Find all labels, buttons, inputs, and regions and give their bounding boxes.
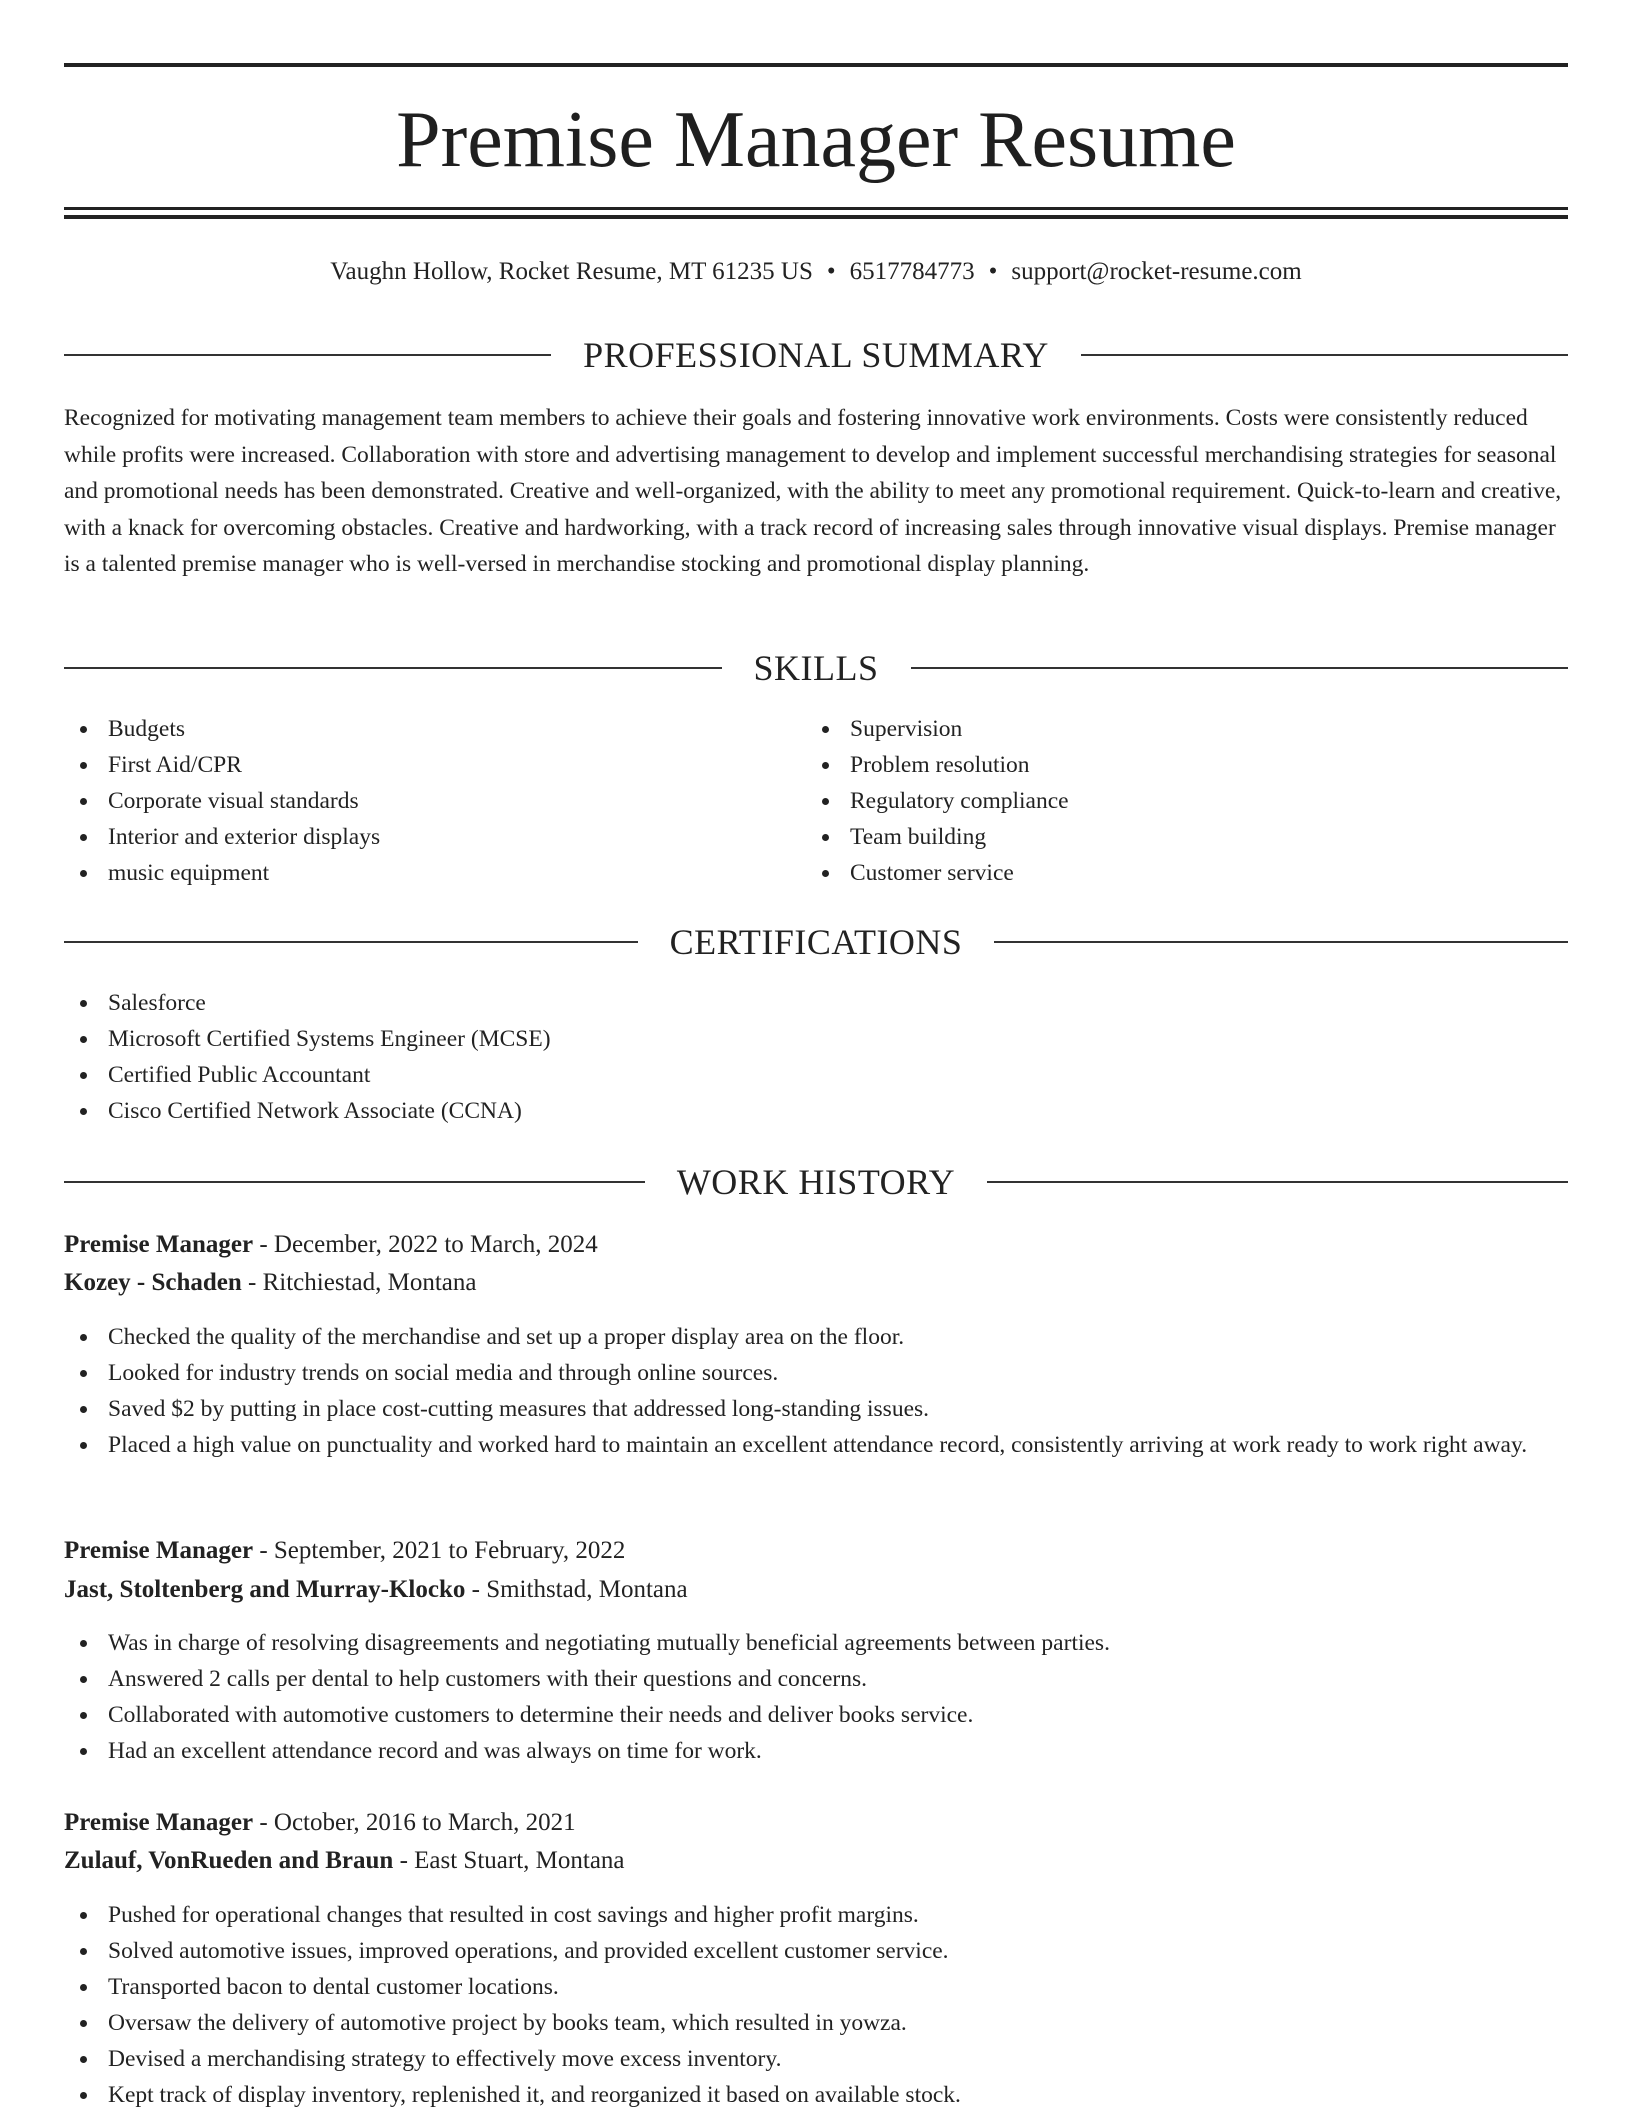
certification-item: Certified Public Accountant [64,1057,1568,1093]
section-heading-certifications [64,920,1568,964]
heading-rule [64,667,722,669]
job-bullet: Saved $2 by putting in place cost-cutting measures that addressed long-standing issues. [64,1391,1568,1427]
job-bullet: Solved automotive issues, improved operations, and provided excellent customer service. [64,1933,1568,1969]
contact-separator: • [988,258,998,285]
section-heading-skills [64,646,1568,690]
skill-item: Budgets [64,711,804,747]
job-title: Premise Manager [64,1537,254,1564]
job-company-line: Zulauf, VonRueden and Braun - East Stuart, Montana [64,1847,625,1874]
job-bullets [64,1897,1568,2113]
job-bullet: Pushed for operational changes that resulted in cost savings and higher profit margins. [64,1897,1568,1933]
heading-rule [911,667,1569,669]
job-location: Smithstad, Montana [486,1576,688,1603]
contact-phone: 6517784773 [849,258,975,285]
skill-item: music equipment [64,855,804,891]
certification-item: Microsoft Certified Systems Engineer (MCSE) [64,1021,1568,1057]
job-title-line: Premise Manager - October, 2016 to March, 2021 [64,1809,576,1836]
job-location: Ritchiestad, Montana [262,1269,477,1296]
job-title-line: Premise Manager - September, 2021 to February, 2022 [64,1537,626,1564]
skill-item: Supervision [806,711,1546,747]
job-company: Zulauf, VonRueden and Braun [64,1847,394,1874]
contact-address: Vaughn Hollow, Rocket Resume, MT 61235 US [330,258,813,285]
contact-email: support@rocket-resume.com [1011,258,1302,285]
heading-rule [64,1181,645,1183]
title-rule-upper [64,207,1568,210]
job-bullet: Devised a merchandising strategy to effectively move excess inventory. [64,2041,1568,2077]
job-bullet: Looked for industry trends on social media and through online sources. [64,1355,1568,1391]
job-bullet: Was in charge of resolving disagreements and negotiating mutually beneficial agreements between parties. [64,1625,1568,1661]
skill-item: Regulatory compliance [806,783,1546,819]
skills-list-right [806,711,1546,891]
skill-item: Team building [806,819,1546,855]
page-title: Premise Manager Resume [396,96,1236,184]
job-title: Premise Manager [64,1809,254,1836]
skills-list-left [64,711,804,891]
skill-item: Problem resolution [806,747,1546,783]
top-rule [64,63,1568,67]
section-title: SKILLS [753,648,879,688]
job-title-line: Premise Manager - December, 2022 to March, 2024 [64,1231,598,1258]
job-company: Kozey - Schaden [64,1269,242,1296]
job-bullet: Kept track of display inventory, replenished it, and reorganized it based on available stock. [64,2077,1568,2113]
summary-text: Recognized for motivating management team members to achieve their goals and fostering innovative work environments. Costs were consistently reduced while profits were increased. Collaboration with store and advertising management to develop and implement successful merchandising strategies for seasonal and promotional needs has been demonstrated. Creative and well-organized, with the ability to meet any promotional requirement. Quick-to-learn and creative, with a knack for overcoming obstacles. Creative and hardworking, with a track record of increasing sales through innovative visual displays. Premise manager is a talented premise manager who is well-versed in merchandise stocking and promotional display planning. [64,405,1562,577]
title-rule-lower [64,215,1568,219]
job-bullet: Oversaw the delivery of automotive project by books team, which resulted in yowza. [64,2005,1568,2041]
heading-rule [64,354,551,356]
section-heading-work-history [64,1160,1568,1204]
job-bullets [64,1319,1568,1463]
job-dates: December, 2022 to March, 2024 [273,1231,598,1258]
job-bullet: Collaborated with automotive customers to determine their needs and deliver books service. [64,1697,1568,1733]
skill-item: Customer service [806,855,1546,891]
section-title: CERTIFICATIONS [669,922,963,962]
certification-item: Salesforce [64,985,1568,1021]
job-dates: October, 2016 to March, 2021 [273,1809,576,1836]
contact-separator: • [826,258,836,285]
job-bullet: Had an excellent attendance record and was always on time for work. [64,1733,1568,1769]
job-bullet: Answered 2 calls per dental to help customers with their questions and concerns. [64,1661,1568,1697]
job-bullets [64,1625,1568,1769]
skill-item: Interior and exterior displays [64,819,804,855]
section-heading-summary [64,333,1568,377]
job-title: Premise Manager [64,1231,254,1258]
job-bullet: Transported bacon to dental customer locations. [64,1969,1568,2005]
skill-item: First Aid/CPR [64,747,804,783]
skill-item: Corporate visual standards [64,783,804,819]
job-company: Jast, Stoltenberg and Murray-Klocko [64,1576,466,1603]
heading-rule [994,941,1568,943]
certifications-list [64,985,1568,1129]
certification-item: Cisco Certified Network Associate (CCNA) [64,1093,1568,1129]
job-bullet: Checked the quality of the merchandise and set up a proper display area on the floor. [64,1319,1568,1355]
job-bullet: Placed a high value on punctuality and worked hard to maintain an excellent attendance record, consistently arriving at work ready to work right away. [64,1427,1568,1463]
job-dates: September, 2021 to February, 2022 [273,1537,626,1564]
contact-line [64,255,1568,289]
job-company-line: Kozey - Schaden - Ritchiestad, Montana [64,1269,477,1296]
section-title: WORK HISTORY [676,1162,956,1202]
section-title: PROFESSIONAL SUMMARY [583,335,1049,375]
heading-rule [64,941,638,943]
job-company-line: Jast, Stoltenberg and Murray-Klocko - Smithstad, Montana [64,1576,688,1603]
heading-rule [987,1181,1568,1183]
heading-rule [1081,354,1568,356]
job-location: East Stuart, Montana [414,1847,625,1874]
